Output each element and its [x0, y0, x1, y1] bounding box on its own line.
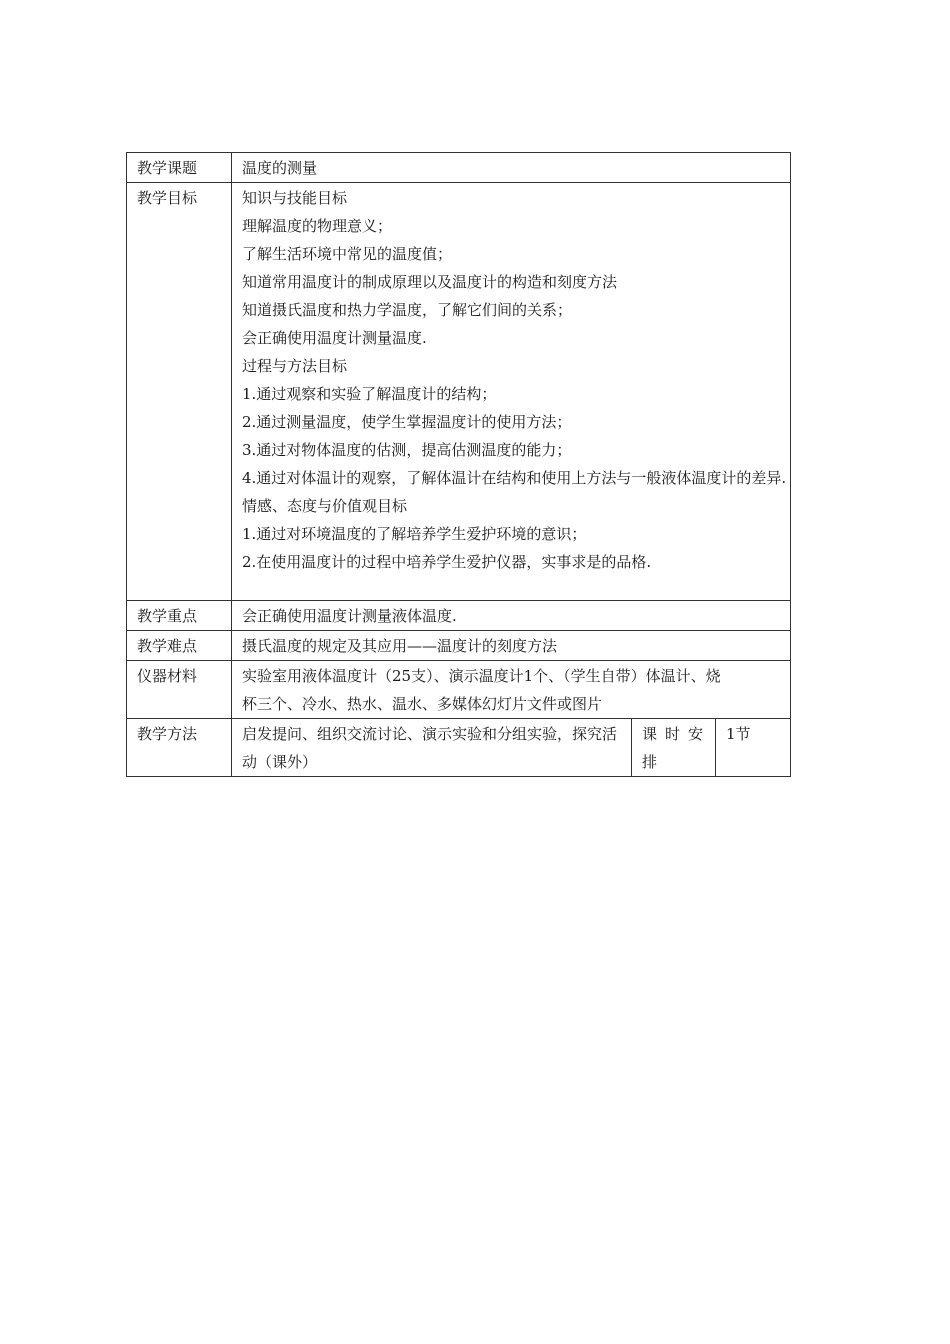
- goals-row: [127, 183, 791, 601]
- goals-content: [232, 183, 791, 601]
- materials-line: 实验室用液体温度计（25支）、演示温度计1个、（学生自带）体温计、烧: [242, 667, 721, 685]
- topic-row: [127, 153, 791, 183]
- schedule-label: 课时安排: [632, 719, 716, 777]
- goals-line: 过程与方法目标: [242, 357, 348, 375]
- goals-line: 1.通过对环境温度的了解培养学生爱护环境的意识；: [242, 525, 587, 543]
- key-point-value: 会正确使用温度计测量液体温度.: [232, 601, 791, 631]
- goals-line: 会正确使用温度计测量温度.: [242, 329, 427, 347]
- key-point-row: [127, 601, 791, 631]
- difficulty-row: [127, 631, 791, 661]
- goals-line: 知道常用温度计的制成原理以及温度计的构造和刻度方法: [242, 273, 618, 291]
- goals-line: 知识与技能目标: [242, 189, 348, 207]
- goals-line: 1.通过观察和实验了解温度计的结构；: [242, 385, 497, 403]
- goals-line: 了解生活环境中常见的温度值；: [242, 245, 453, 263]
- goals-line: 4.通过对体温计的观察，了解体温计在结构和使用上方法与一般液体温度计的差异.: [242, 469, 787, 487]
- lesson-plan-table: [126, 152, 791, 777]
- key-point-label: 教学重点: [127, 601, 232, 631]
- difficulty-label: 教学难点: [127, 631, 232, 661]
- method-row: [127, 719, 791, 777]
- topic-value: 温度的测量: [232, 153, 791, 183]
- goals-line: 3.通过对物体温度的估测，提高估测温度的能力；: [242, 441, 572, 459]
- materials-content: [232, 661, 791, 719]
- method-text: 启发提问、组织交流讨论、演示实验和分组实验，探究活动（课外）: [242, 725, 618, 771]
- materials-line: 杯三个、冷水、热水、温水、多媒体幻灯片文件或图片: [242, 695, 603, 713]
- goals-line: 理解温度的物理意义；: [242, 217, 393, 235]
- goals-line: 2.在使用温度计的过程中培养学生爱护仪器，实事求是的品格.: [242, 553, 652, 571]
- materials-row: [127, 661, 791, 719]
- goals-line: 知道摄氏温度和热力学温度，了解它们间的关系；: [242, 301, 573, 319]
- goals-line: 情感、态度与价值观目标: [242, 497, 408, 515]
- topic-label: 教学课题: [127, 153, 232, 183]
- difficulty-value: 摄氏温度的规定及其应用——温度计的刻度方法: [232, 631, 791, 661]
- method-value: [232, 719, 632, 777]
- goals-line: 2.通过测量温度，使学生掌握温度计的使用方法；: [242, 413, 572, 431]
- goals-label: 教学目标: [127, 183, 232, 601]
- materials-label: 仪器材料: [127, 661, 232, 719]
- schedule-value: 1节: [716, 719, 791, 777]
- method-label: 教学方法: [127, 719, 232, 777]
